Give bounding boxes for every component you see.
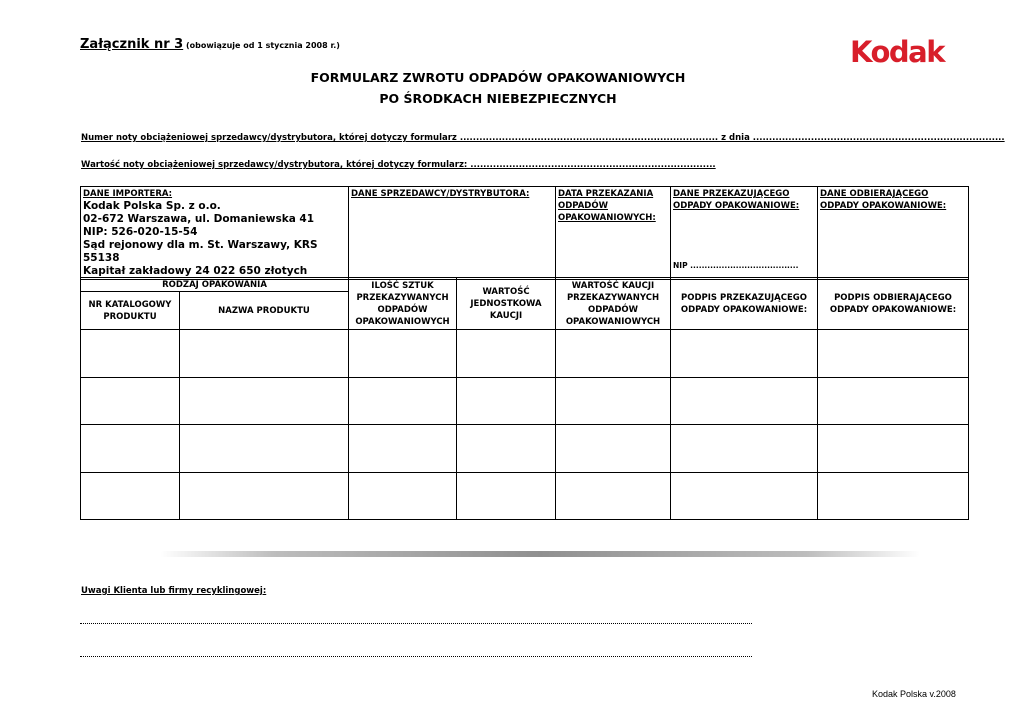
handover-nip-field[interactable]: NIP ...................................... (673, 261, 799, 270)
table-cell[interactable] (349, 472, 457, 519)
quantity-header: ILOŚĆ SZTUK PRZEKAZYWANYCH ODPADÓW OPAKOWANIOWYCH (349, 278, 457, 330)
version-footer: Kodak Polska v.2008 (872, 689, 956, 699)
unit-deposit-header: WARTOŚĆ JEDNOSTKOWA KAUCJI (457, 278, 556, 330)
receiver-signature-header: PODPIS ODBIERAJĄCEGO ODPADY OPAKOWANIOWE: (818, 278, 969, 330)
table-cell[interactable] (671, 472, 818, 519)
table-row (81, 425, 969, 472)
form-title-line2: PO ŚRODKACH NIEBEZPIECZNYCH (379, 91, 617, 106)
catalog-number-header: NR KATALOGOWY PRODUKTU (81, 292, 180, 330)
table-cell[interactable] (556, 377, 671, 424)
importer-cell (81, 187, 349, 280)
table-row (81, 377, 969, 424)
date-header: DATA PRZEKAZANIA ODPADÓW OPAKOWANIOWYCH: (558, 189, 656, 223)
table-cell[interactable] (81, 330, 180, 377)
table-cell[interactable] (81, 472, 180, 519)
table-cell[interactable] (556, 425, 671, 472)
attachment-label: Załącznik nr 3 (80, 37, 184, 52)
table-cell[interactable] (818, 472, 969, 519)
table-cell[interactable] (818, 330, 969, 377)
table-row (81, 330, 969, 377)
table-cell[interactable] (457, 425, 556, 472)
remarks-line[interactable] (80, 656, 752, 657)
kodak-logo: Kodak (850, 35, 944, 69)
importer-line: Sąd rejonowy dla m. St. Warszawy, KRS 55138 (83, 239, 318, 264)
handover-cell[interactable] (671, 187, 818, 280)
parties-table (80, 186, 969, 280)
packaging-type-header: RODZAJ OPAKOWANIA (81, 278, 349, 292)
handover-signature-header: PODPIS PRZEKAZUJĄCEGO ODPADY OPAKOWANIOWE: (671, 278, 818, 330)
table-cell[interactable] (671, 330, 818, 377)
form-title-line1: FORMULARZ ZWROTU ODPADÓW OPAKOWANIOWYCH (310, 70, 686, 85)
divider-bar (160, 551, 920, 557)
table-cell[interactable] (81, 377, 180, 424)
deposit-value-header: WARTOŚĆ KAUCJI PRZEKAZYWANYCH ODPADÓW OPAKOWANIOWYCH (556, 278, 671, 330)
table-cell[interactable] (457, 377, 556, 424)
receiver-cell[interactable] (818, 187, 969, 280)
table-cell[interactable] (671, 377, 818, 424)
importer-line: 02-672 Warszawa, ul. Domaniewska 41 (83, 213, 315, 225)
table-cell[interactable] (818, 425, 969, 472)
remarks-label: Uwagi Klienta lub firmy recyklingowej: (81, 586, 267, 596)
note-value-field[interactable]: Wartość noty obciążeniowej sprzedawcy/dystrybutora, której dotyczy formularz: ............................................................................ (81, 160, 716, 170)
table-cell[interactable] (556, 472, 671, 519)
table-cell[interactable] (180, 425, 349, 472)
handover-header: DANE PRZEKAZUJĄCEGO ODPADY OPAKOWANIOWE: (673, 189, 800, 211)
date-cell[interactable] (556, 187, 671, 280)
table-cell[interactable] (457, 472, 556, 519)
seller-cell[interactable] (349, 187, 556, 280)
importer-line: NIP: 526-020-15-54 (83, 226, 198, 238)
table-row (81, 472, 969, 519)
seller-header: DANE SPRZEDAWCY/DYSTRYBUTORA: (351, 189, 530, 199)
note-number-field[interactable]: Numer noty obciążeniowej sprzedawcy/dystrybutora, której dotyczy formularz ................................................................................ z dnia .............................................................................. (81, 133, 1005, 143)
table-cell[interactable] (349, 425, 457, 472)
importer-line: Kapitał zakładowy 24 022 650 złotych (83, 265, 308, 277)
validity-note: (obowiązuje od 1 stycznia 2008 r.) (186, 41, 340, 50)
table-cell[interactable] (180, 330, 349, 377)
table-cell[interactable] (180, 472, 349, 519)
table-cell[interactable] (818, 377, 969, 424)
table-cell[interactable] (457, 330, 556, 377)
table-cell[interactable] (671, 425, 818, 472)
product-name-header: NAZWA PRODUKTU (180, 292, 349, 330)
table-cell[interactable] (81, 425, 180, 472)
packaging-table (80, 277, 969, 520)
importer-header: DANE IMPORTERA: (83, 189, 173, 199)
table-cell[interactable] (556, 330, 671, 377)
table-cell[interactable] (349, 330, 457, 377)
importer-line: Kodak Polska Sp. z o.o. (83, 200, 221, 212)
remarks-line[interactable] (80, 623, 752, 624)
table-cell[interactable] (349, 377, 457, 424)
receiver-header: DANE ODBIERAJĄCEGO ODPADY OPAKOWANIOWE: (820, 189, 947, 211)
table-cell[interactable] (180, 377, 349, 424)
